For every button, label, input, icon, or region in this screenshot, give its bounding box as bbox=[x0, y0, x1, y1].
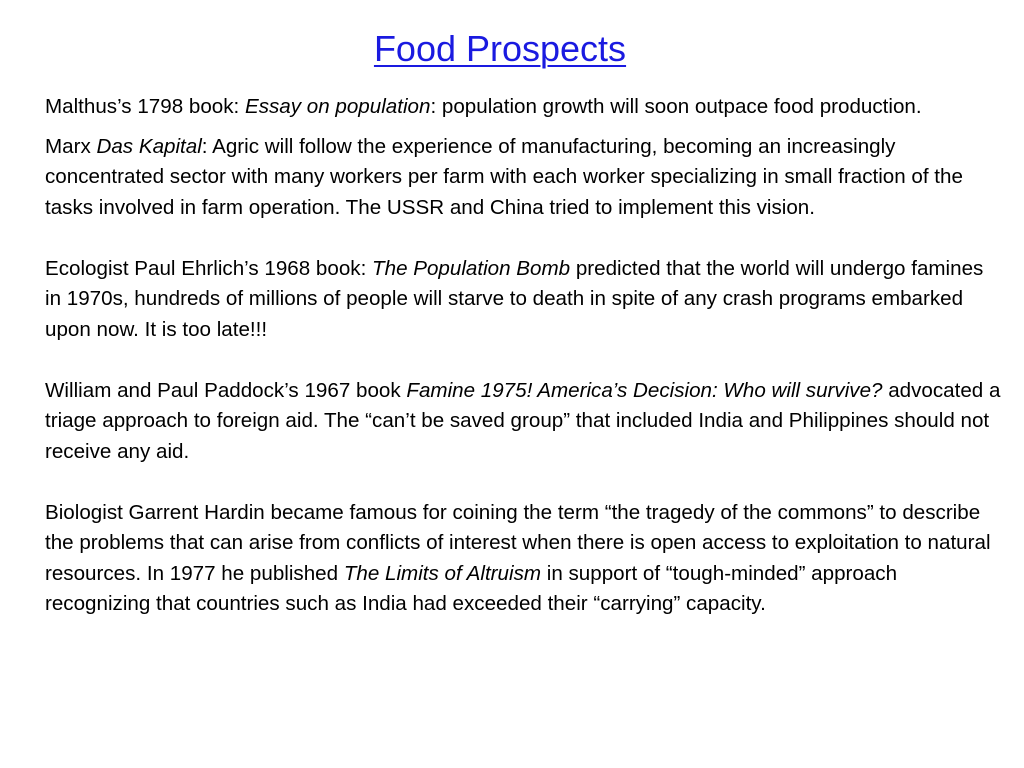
paragraph-text: : Agric will follow the experience of manufacturing, becoming an increasingly concentrated sector with many workers per farm with each worker specializing in small fraction of the tasks involved in farm operation. The USSR and China tried to implement this vision. bbox=[45, 134, 963, 219]
paragraph-ehrlich bbox=[45, 254, 1005, 346]
paragraph-text: Ecologist Paul Ehrlich’s 1968 book: bbox=[45, 256, 373, 280]
paragraph-hardin bbox=[45, 498, 1005, 620]
paragraph-text: Malthus’s 1798 book: bbox=[45, 95, 245, 118]
book-title: Das Kapital bbox=[96, 134, 202, 158]
paragraph-text: : population growth will soon outpace food production. bbox=[430, 95, 922, 118]
paragraph-text: William and Paul Paddock’s 1967 book bbox=[45, 378, 407, 402]
book-title: Essay on population bbox=[244, 95, 431, 118]
paragraph-text: Marx bbox=[45, 134, 97, 158]
paragraph-text: advocated a triage approach to foreign aid. The “can’t be saved group” that included India and Philippines should not receive any aid. bbox=[45, 378, 1001, 463]
paragraph-paddock bbox=[45, 376, 1005, 468]
paragraph-text: predicted that the world will undergo famines in 1970s, hundreds of millions of people will starve to death in spite of any crash programs embarked upon now. It is too late!!! bbox=[45, 256, 984, 341]
slide-body bbox=[45, 92, 1005, 620]
slide-title: Food Prospects bbox=[373, 28, 627, 69]
book-title: The Population Bomb bbox=[372, 256, 571, 280]
paragraph-malthus bbox=[45, 92, 1005, 123]
paragraph-text: Biologist Garrent Hardin became famous for coining the term “the tragedy of the commons” to describe the problems that can arise from conflicts of interest when there is open access to exploitation to natural resources. In 1977 he published bbox=[45, 500, 991, 585]
paragraph-marx bbox=[45, 132, 1005, 224]
book-title: The Limits of Altruism bbox=[343, 561, 542, 585]
book-title: Famine 1975! America’s Decision: Who will survive? bbox=[406, 378, 883, 402]
paragraph-text: in support of “tough-minded” approach recognizing that countries such as India had exceeded their “carrying” capacity. bbox=[45, 561, 898, 615]
